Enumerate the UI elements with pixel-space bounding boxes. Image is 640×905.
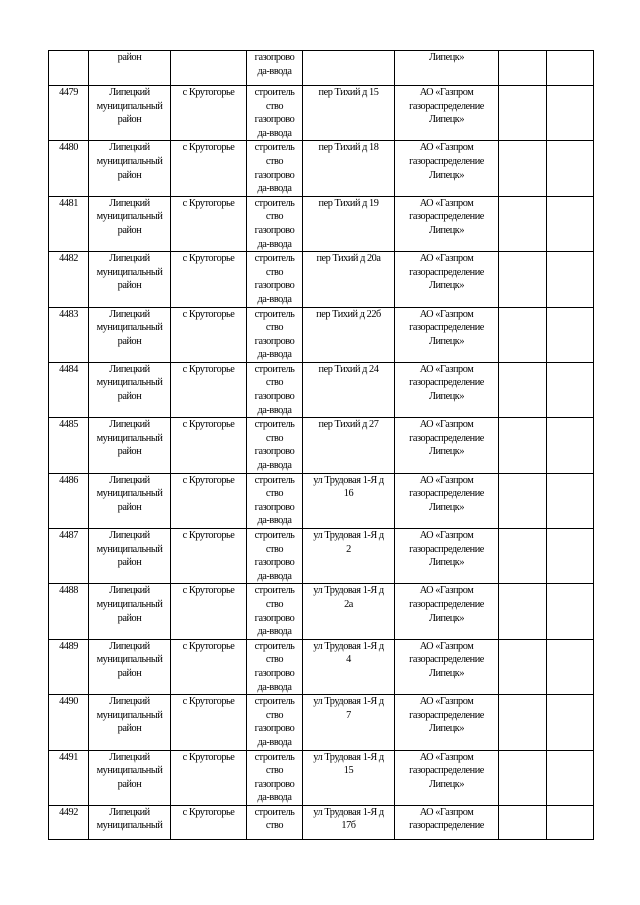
cell-address: пер Тихий д 27: [303, 418, 395, 473]
table-row: [49, 695, 594, 750]
cell-address: ул Трудовая 1-Я д 4: [303, 639, 395, 694]
cell-address: ул Трудовая 1-Я д 2а: [303, 584, 395, 639]
cell-settlement: с Крутогорье: [171, 196, 247, 251]
cell-work-type: строитель ство газопрово да-ввода: [247, 584, 303, 639]
cell-extra-1: [499, 362, 547, 417]
cell-extra-1: [499, 695, 547, 750]
cell-number: 4483: [49, 307, 89, 362]
cell-operator: АО «Газпром газораспределение Липецк»: [395, 750, 499, 805]
cell-settlement: с Крутогорье: [171, 805, 247, 839]
cell-settlement: с Крутогорье: [171, 529, 247, 584]
cell-extra-2: [547, 141, 594, 196]
cell-number: 4488: [49, 584, 89, 639]
cell-work-type: строитель ство газопрово да-ввода: [247, 529, 303, 584]
cell-work-type: строитель ство газопрово да-ввода: [247, 252, 303, 307]
cell-work-type: строитель ство газопрово да-ввода: [247, 196, 303, 251]
cell-district: Липецкий муниципальный район: [89, 252, 171, 307]
table-row: [49, 86, 594, 141]
cell-settlement: [171, 51, 247, 86]
cell-address: пер Тихий д 22б: [303, 307, 395, 362]
cell-number: 4479: [49, 86, 89, 141]
cell-work-type: строитель ство газопрово да-ввода: [247, 695, 303, 750]
cell-extra-2: [547, 86, 594, 141]
cell-number: 4481: [49, 196, 89, 251]
cell-settlement: с Крутогорье: [171, 362, 247, 417]
cell-settlement: с Крутогорье: [171, 695, 247, 750]
table-row-continued: [49, 51, 594, 86]
cell-number: 4489: [49, 639, 89, 694]
cell-settlement: с Крутогорье: [171, 750, 247, 805]
cell-address: пер Тихий д 20а: [303, 252, 395, 307]
cell-extra-2: [547, 805, 594, 839]
gas-connection-registry-table: [48, 50, 594, 840]
cell-extra-2: [547, 252, 594, 307]
cell-operator: АО «Газпром газораспределение Липецк»: [395, 307, 499, 362]
table-row: [49, 639, 594, 694]
table-row: [49, 362, 594, 417]
cell-address: [303, 51, 395, 86]
cell-settlement: с Крутогорье: [171, 141, 247, 196]
cell-work-type: строитель ство газопрово да-ввода: [247, 750, 303, 805]
cell-number: 4492: [49, 805, 89, 839]
cell-operator: АО «Газпром газораспределение Липецк»: [395, 362, 499, 417]
cell-extra-1: [499, 473, 547, 528]
cell-address: пер Тихий д 15: [303, 86, 395, 141]
cell-number: 4486: [49, 473, 89, 528]
cell-work-type: строитель ство газопрово да-ввода: [247, 639, 303, 694]
cell-work-type: строитель ство газопрово да-ввода: [247, 307, 303, 362]
table-row: [49, 252, 594, 307]
cell-operator: Липецк»: [395, 51, 499, 86]
cell-work-type: строитель ство газопрово да-ввода: [247, 86, 303, 141]
cell-extra-2: [547, 750, 594, 805]
cell-number: 4490: [49, 695, 89, 750]
cell-work-type: строитель ство газопрово да-ввода: [247, 362, 303, 417]
table-row-partial: [49, 805, 594, 839]
cell-operator: АО «Газпром газораспределение Липецк»: [395, 695, 499, 750]
cell-extra-2: [547, 418, 594, 473]
cell-settlement: с Крутогорье: [171, 584, 247, 639]
table-row: [49, 196, 594, 251]
cell-operator: АО «Газпром газораспределение Липецк»: [395, 86, 499, 141]
cell-district: Липецкий муниципальный: [89, 805, 171, 839]
cell-number: 4491: [49, 750, 89, 805]
cell-address: пер Тихий д 18: [303, 141, 395, 196]
cell-district: Липецкий муниципальный район: [89, 141, 171, 196]
table-row: [49, 307, 594, 362]
cell-number: 4485: [49, 418, 89, 473]
cell-district: Липецкий муниципальный район: [89, 750, 171, 805]
cell-operator: АО «Газпром газораспределение Липецк»: [395, 196, 499, 251]
cell-district: Липецкий муниципальный район: [89, 196, 171, 251]
cell-extra-2: [547, 307, 594, 362]
cell-operator: АО «Газпром газораспределение Липецк»: [395, 529, 499, 584]
cell-district: Липецкий муниципальный район: [89, 639, 171, 694]
table-row: [49, 584, 594, 639]
cell-extra-1: [499, 196, 547, 251]
cell-extra-2: [547, 639, 594, 694]
table-row: [49, 473, 594, 528]
cell-operator: АО «Газпром газораспределение Липецк»: [395, 584, 499, 639]
cell-address: пер Тихий д 24: [303, 362, 395, 417]
cell-extra-1: [499, 584, 547, 639]
cell-extra-1: [499, 51, 547, 86]
cell-work-type: строитель ство газопрово да-ввода: [247, 418, 303, 473]
cell-work-type: газопрово да-ввода: [247, 51, 303, 86]
cell-extra-2: [547, 51, 594, 86]
cell-work-type: строитель ство: [247, 805, 303, 839]
cell-district: Липецкий муниципальный район: [89, 362, 171, 417]
cell-number: 4487: [49, 529, 89, 584]
cell-extra-1: [499, 750, 547, 805]
cell-extra-2: [547, 473, 594, 528]
cell-settlement: с Крутогорье: [171, 86, 247, 141]
cell-number: 4484: [49, 362, 89, 417]
table-row: [49, 141, 594, 196]
cell-extra-1: [499, 86, 547, 141]
cell-address: ул Трудовая 1-Я д 15: [303, 750, 395, 805]
cell-district: Липецкий муниципальный район: [89, 473, 171, 528]
table-row: [49, 529, 594, 584]
cell-district: Липецкий муниципальный район: [89, 529, 171, 584]
cell-extra-1: [499, 418, 547, 473]
cell-settlement: с Крутогорье: [171, 473, 247, 528]
cell-extra-2: [547, 362, 594, 417]
cell-address: ул Трудовая 1-Я д 2: [303, 529, 395, 584]
cell-extra-1: [499, 639, 547, 694]
cell-address: ул Трудовая 1-Я д 17б: [303, 805, 395, 839]
cell-operator: АО «Газпром газораспределение: [395, 805, 499, 839]
cell-extra-2: [547, 529, 594, 584]
cell-district: Липецкий муниципальный район: [89, 584, 171, 639]
cell-settlement: с Крутогорье: [171, 252, 247, 307]
cell-extra-2: [547, 196, 594, 251]
cell-number: 4480: [49, 141, 89, 196]
cell-work-type: строитель ство газопрово да-ввода: [247, 473, 303, 528]
cell-district: Липецкий муниципальный район: [89, 418, 171, 473]
cell-district: район: [89, 51, 171, 86]
cell-extra-1: [499, 141, 547, 196]
cell-address: пер Тихий д 19: [303, 196, 395, 251]
cell-settlement: с Крутогорье: [171, 307, 247, 362]
table-row: [49, 418, 594, 473]
cell-settlement: с Крутогорье: [171, 639, 247, 694]
cell-operator: АО «Газпром газораспределение Липецк»: [395, 252, 499, 307]
cell-extra-1: [499, 805, 547, 839]
cell-address: ул Трудовая 1-Я д 7: [303, 695, 395, 750]
cell-number: [49, 51, 89, 86]
cell-number: 4482: [49, 252, 89, 307]
cell-work-type: строитель ство газопрово да-ввода: [247, 141, 303, 196]
table-row: [49, 750, 594, 805]
cell-extra-1: [499, 529, 547, 584]
cell-operator: АО «Газпром газораспределение Липецк»: [395, 141, 499, 196]
cell-district: Липецкий муниципальный район: [89, 695, 171, 750]
cell-district: Липецкий муниципальный район: [89, 307, 171, 362]
table-body: [49, 51, 594, 840]
cell-operator: АО «Газпром газораспределение Липецк»: [395, 473, 499, 528]
cell-extra-1: [499, 252, 547, 307]
cell-district: Липецкий муниципальный район: [89, 86, 171, 141]
cell-address: ул Трудовая 1-Я д 16: [303, 473, 395, 528]
cell-extra-2: [547, 695, 594, 750]
cell-operator: АО «Газпром газораспределение Липецк»: [395, 418, 499, 473]
cell-extra-1: [499, 307, 547, 362]
cell-settlement: с Крутогорье: [171, 418, 247, 473]
cell-operator: АО «Газпром газораспределение Липецк»: [395, 639, 499, 694]
cell-extra-2: [547, 584, 594, 639]
